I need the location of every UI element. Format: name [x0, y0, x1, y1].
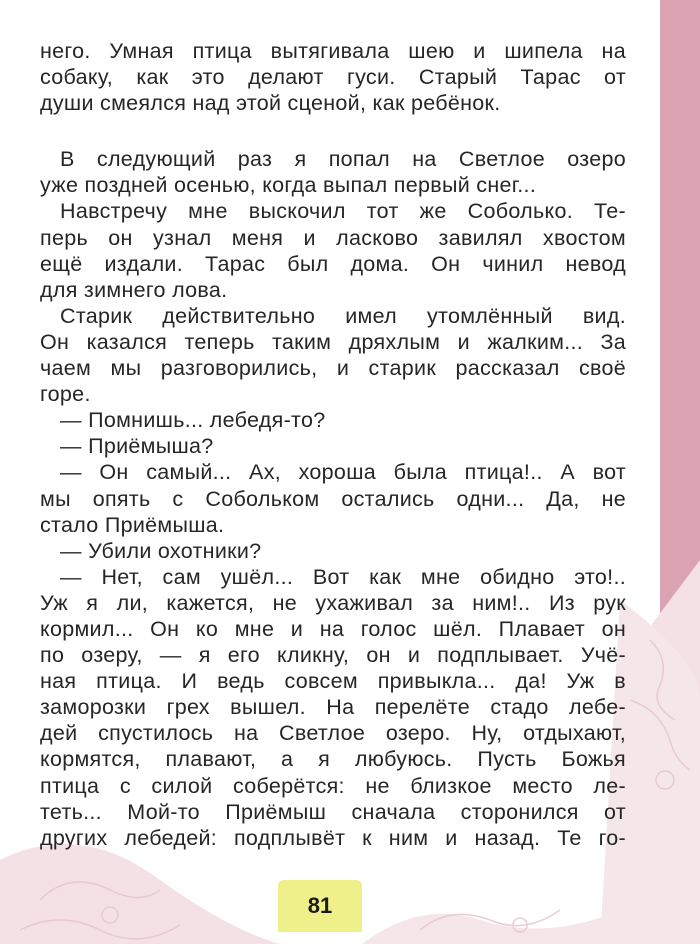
paragraph	[40, 459, 626, 537]
text-line: Навстречу мне выскочил тот же Соболько. Те-	[60, 199, 626, 224]
text-line: кормятся, плавают, а я любуюсь. Пусть Божья	[40, 747, 626, 772]
text-line: заморозки грех вышел. На перелёте стадо лебе-	[40, 695, 626, 720]
paragraph	[40, 198, 626, 302]
text-line: уже поздней осенью, когда выпал первый снег...	[40, 173, 537, 198]
text-line: собаку, как это делают гуси. Старый Тарас от	[40, 65, 626, 90]
paragraph	[40, 303, 626, 407]
paragraph	[40, 38, 626, 116]
text-line: стало Приёмыша.	[40, 512, 225, 537]
page-number-badge	[278, 880, 362, 932]
paragraph	[40, 407, 626, 433]
text-line: мы опять с Собольком остались одни... Да, не	[40, 486, 626, 511]
text-line: дей спустилось на Светлое озеро. Ну, отдыхают,	[40, 721, 626, 746]
text-line: чаем мы разговорились, и старик рассказал своё	[40, 356, 626, 381]
text-line: — Помнишь... лебедя-то?	[60, 408, 326, 433]
paragraph	[40, 538, 626, 564]
paragraph	[40, 146, 626, 198]
text-line: теть... Мой-то Приёмыш сначала сторонился от	[40, 799, 626, 824]
text-line: других лебедей: подплывёт к ним и назад. Те го-	[40, 825, 626, 850]
text-line: по озеру, — я его кликну, он и подплывает. Учё-	[40, 643, 626, 668]
page-number: 81	[307, 893, 333, 918]
text-line: Уж я ли, кажется, не ухаживал за ним!.. Из рук	[40, 590, 626, 615]
text-line: птица с силой соберётся: не близкое место ле-	[40, 773, 626, 798]
text-line: перь он узнал меня и ласково завилял хвостом	[40, 225, 626, 250]
text-line: для зимнего лова.	[40, 277, 228, 302]
text-line: кормил... Он ко мне и на голос шёл. Плавает он	[40, 616, 626, 641]
text-line: В следующий раз я попал на Светлое озеро	[60, 147, 626, 172]
body-text	[40, 38, 626, 851]
text-line: — Нет, сам ушёл... Вот как мне обидно это!..	[60, 564, 626, 589]
paragraph	[40, 564, 626, 851]
paragraph	[40, 433, 626, 459]
text-line: Старик действительно имел утомлённый вид.	[60, 303, 626, 328]
text-line: души смеялся над этой сценой, как ребёнок.	[40, 91, 501, 116]
text-line: — Приёмыша?	[60, 434, 214, 459]
text-line: Он казался теперь таким дряхлым и жалким... За	[40, 329, 626, 354]
text-line: горе.	[40, 382, 91, 407]
text-line: — Убили охотники?	[60, 538, 262, 563]
paragraph-gap	[40, 116, 626, 146]
text-line: — Он самый... Ах, хороша была птица!.. А вот	[60, 460, 626, 485]
text-line: него. Умная птица вытягивала шею и шипела на	[40, 39, 626, 63]
text-line: ная птица. И ведь совсем привыкла... да! Уж в	[40, 669, 626, 694]
text-line: ещё издали. Тарас был дома. Он чинил невод	[40, 251, 626, 276]
